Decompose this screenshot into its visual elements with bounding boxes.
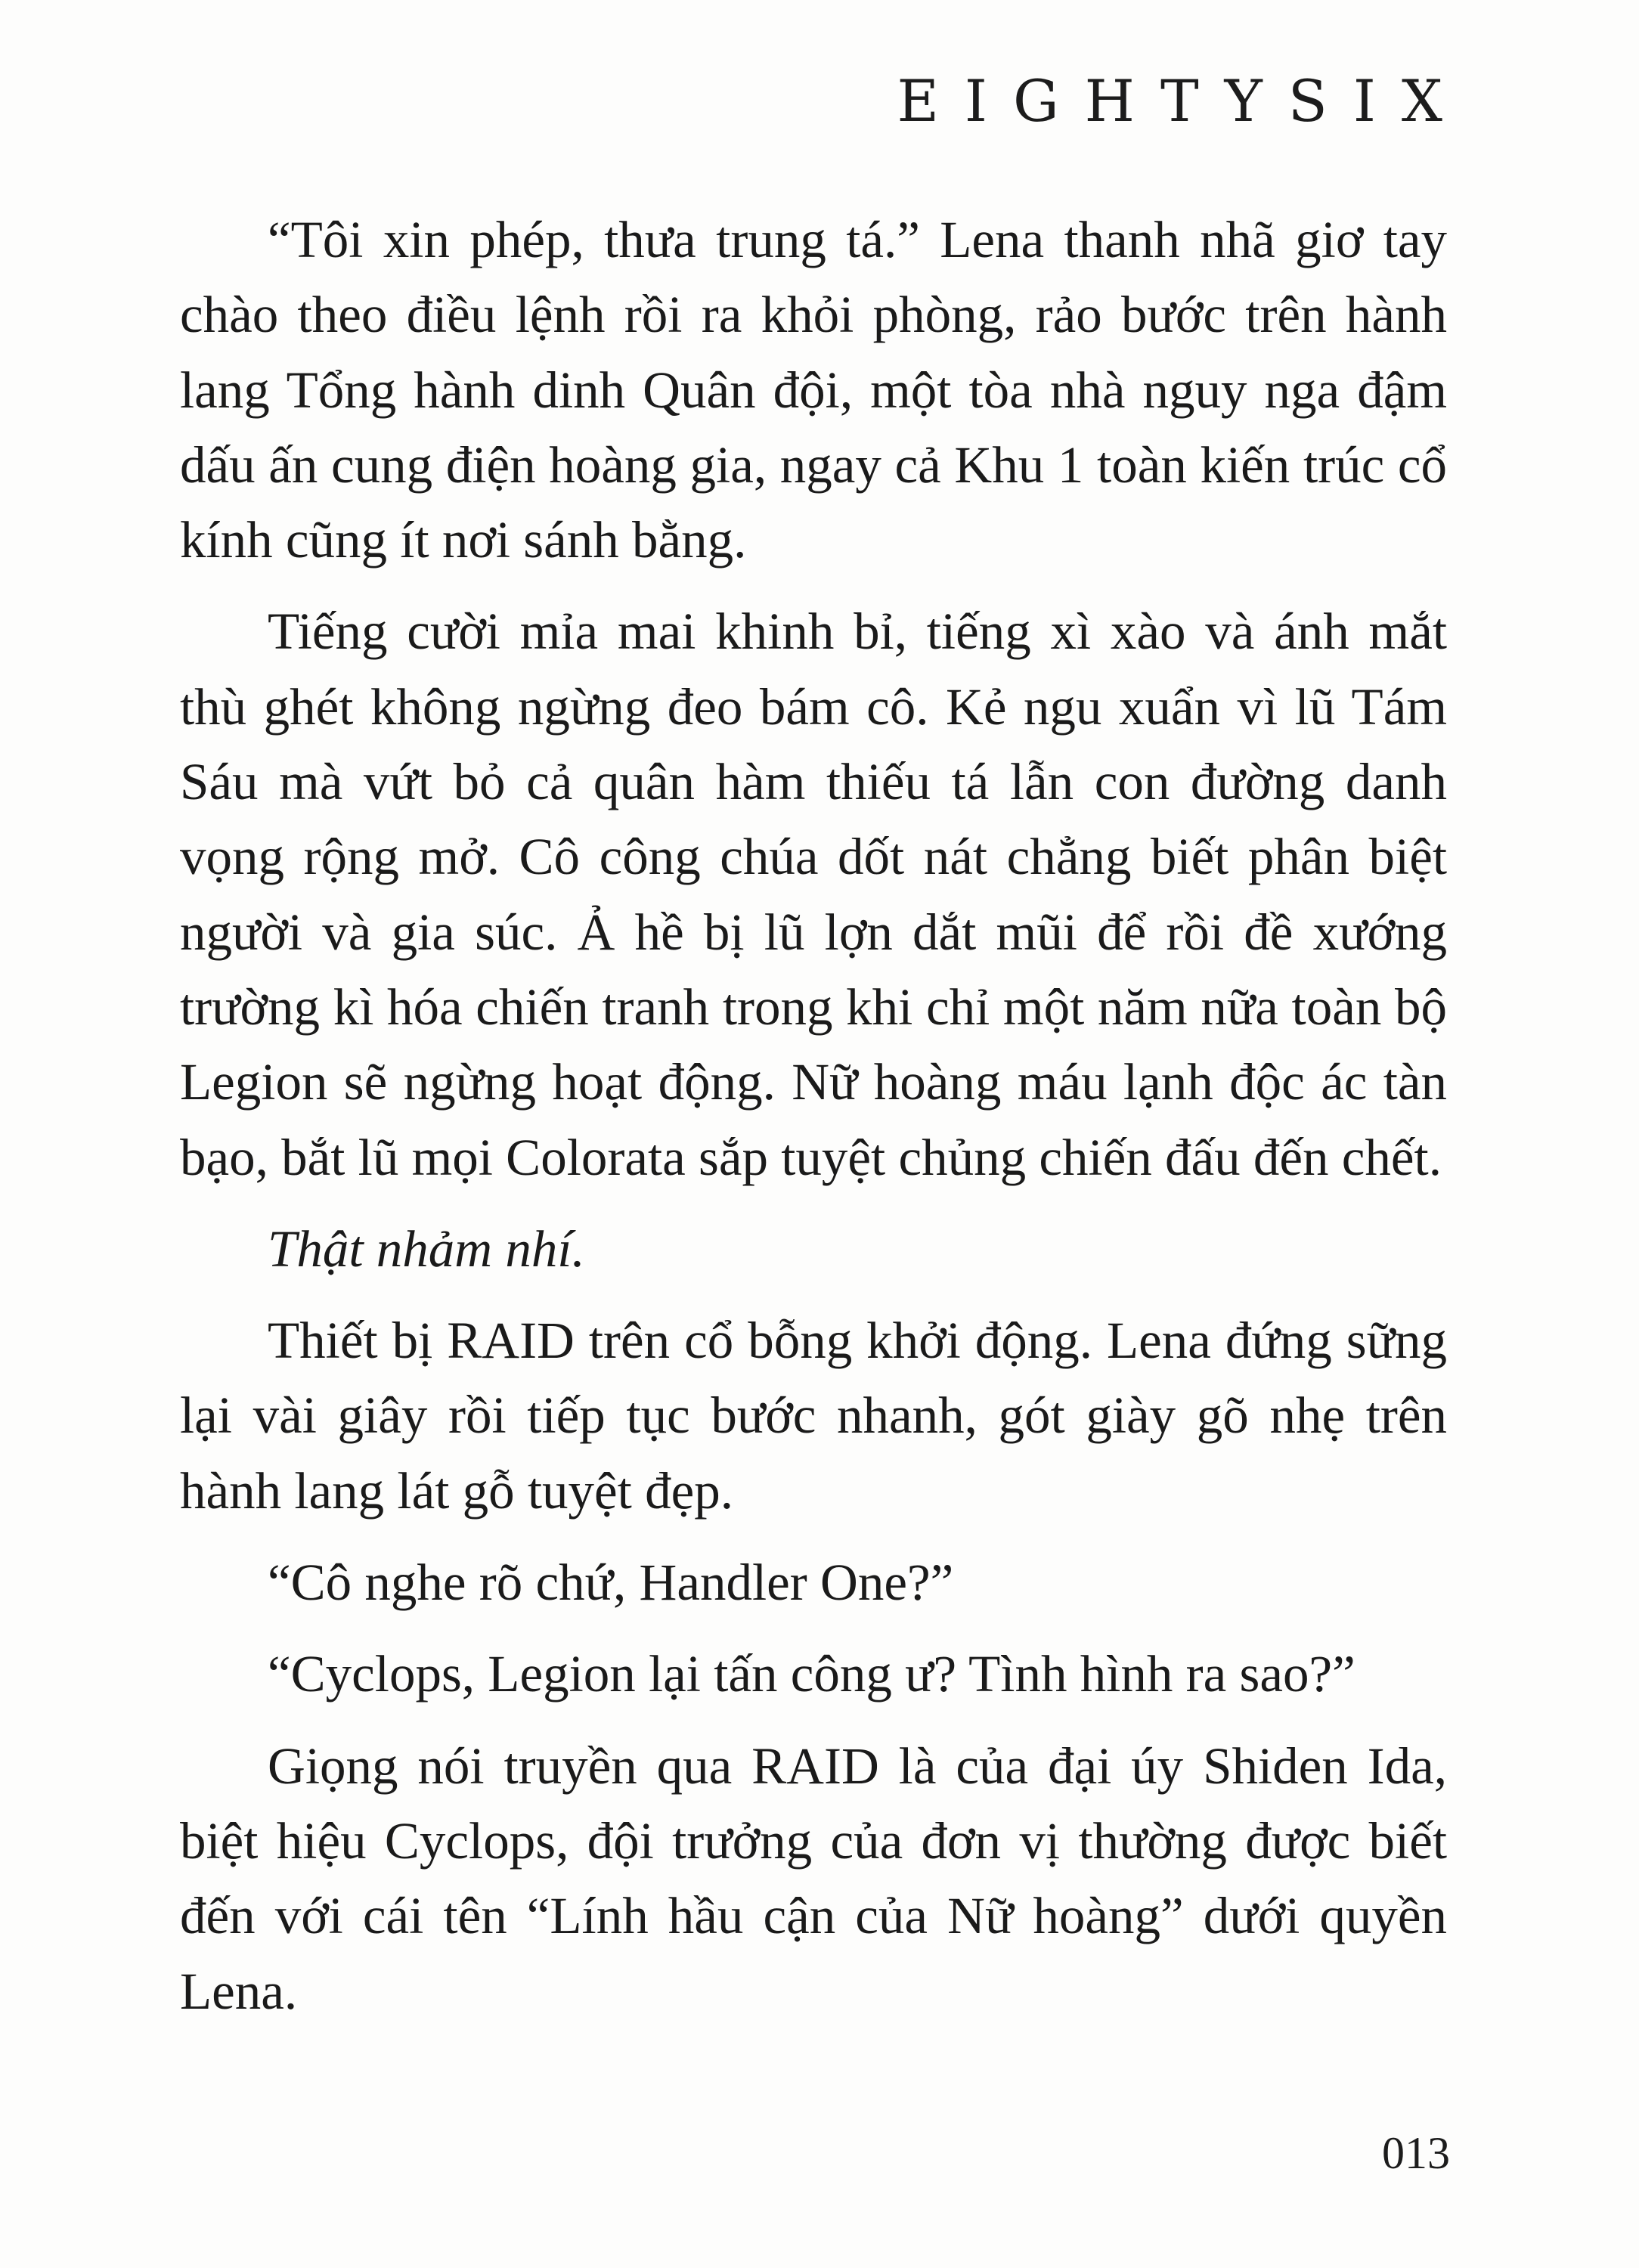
paragraph-3-italic: Thật nhảm nhí. — [268, 1219, 585, 1278]
paragraph-2: Tiếng cười mỉa mai khinh bỉ, tiếng xì xào và ánh mắt thù ghét không ngừng đeo bám cô. Kẻ ngu xuẩn vì lũ Tám Sáu mà vứt bỏ cả quân hàm thiếu tá lẫn con đường danh vọng rộng mở. Cô công chúa dốt nát chẳng biết phân biệt người và gia súc. Ả hề bị lũ lợn dắt mũi để rồi đề xướng trường kì hóa chiến tranh trong khi chỉ một năm nữa toàn bộ Legion sẽ ngừng hoạt động. Nữ hoàng máu lạnh độc ác tàn bạo, bắt lũ mọi Colorata sắp tuyệt chủng chiến đấu đến chết. — [180, 603, 1447, 1186]
paragraph-4: Thiết bị RAID trên cổ bỗng khởi động. Lena đứng sững lại vài giây rồi tiếp tục bước nhanh, gót giày gõ nhẹ trên hành lang lát gỗ tuyệt đẹp. — [180, 1312, 1447, 1520]
page-number: 013 — [1382, 2128, 1450, 2178]
paragraph-7: Giọng nói truyền qua RAID là của đại úy Shiden Ida, biệt hiệu Cyclops, đội trưởng của đơn vị thường được biết đến với cái tên “Lính hầu cận của Nữ hoàng” dưới quyền Lena. — [180, 1737, 1447, 2020]
paragraph-6: “Cyclops, Legion lại tấn công ư? Tình hình ra sao?” — [268, 1645, 1356, 1703]
paragraph-5: “Cô nghe rõ chứ, Handler One?” — [268, 1554, 954, 1612]
body-text — [180, 203, 1447, 2046]
running-head: EIGHTYSIX — [897, 67, 1468, 135]
paragraph-1: “Tôi xin phép, thưa trung tá.” Lena thanh nhã giơ tay chào theo điều lệnh rồi ra khỏi phòng, rảo bước trên hành lang Tổng hành dinh Quân đội, một tòa nhà nguy nga đậm dấu ấn cung điện hoàng gia, ngay cả Khu 1 toàn kiến trúc cổ kính cũng ít nơi sánh bằng. — [180, 211, 1447, 569]
